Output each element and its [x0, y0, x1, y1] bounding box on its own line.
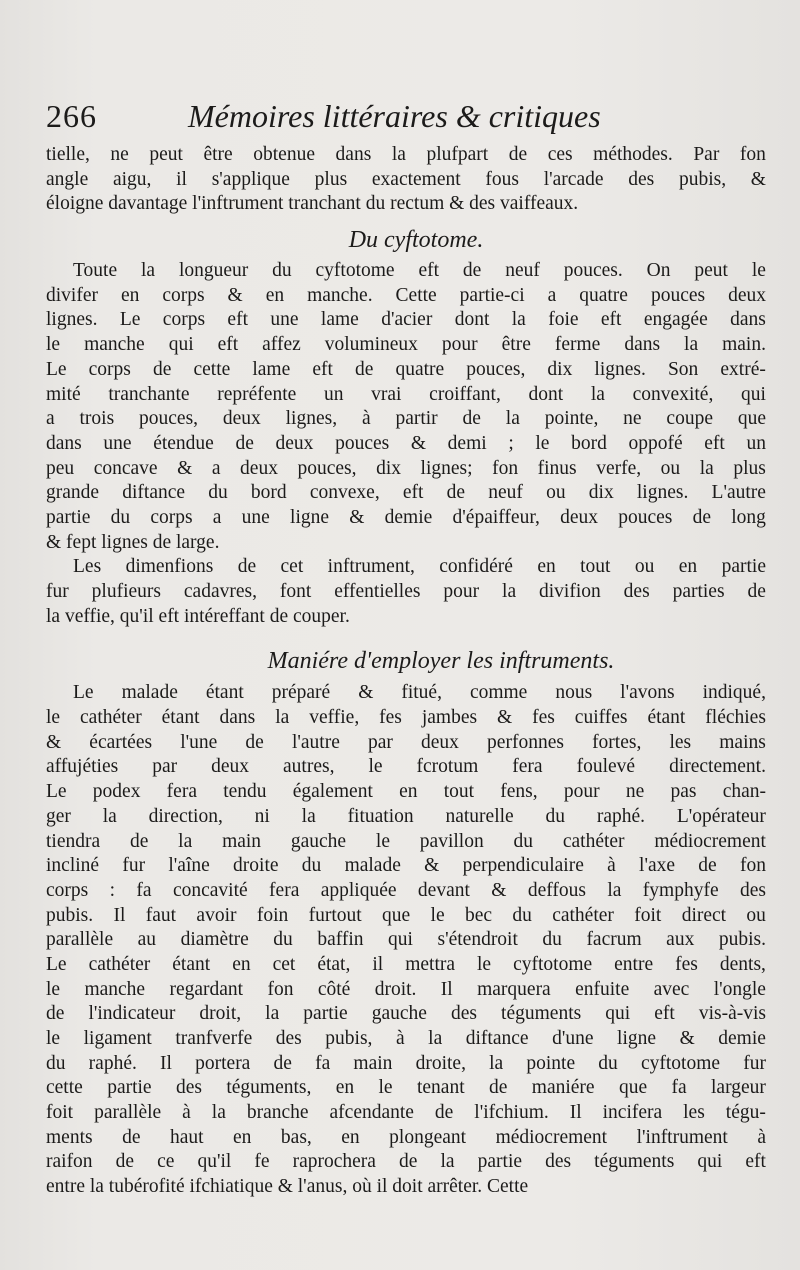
text-line: la veffie, qu'il eft intéreffant de couper. [46, 605, 350, 627]
text-line: cette partie des téguments, en le tenant de maniére que fa largeur [46, 1077, 766, 1099]
text-line: lignes. Le corps eft une lame d'acier dont la foie eft engagée dans [46, 309, 766, 331]
text-line: fur plufieurs cadavres, font effentielles pour la divifion des parties de [46, 581, 766, 602]
text-line: peu concave & a deux pouces, dix lignes; fon finus verfe, ou la plus [46, 457, 766, 479]
page-header [46, 98, 760, 144]
text-line: angle aigu, il s'applique plus exactement fous l'arcade des pubis, & [46, 168, 766, 190]
text-line: ger la direction, ni la fituation naturelle du raphé. L'opérateur [46, 805, 766, 827]
page-body [46, 143, 766, 1200]
text-line: tielle, ne peut être obtenue dans la plufpart de ces méthodes. Par fon [46, 144, 766, 165]
paragraph-intro [46, 143, 766, 217]
text-line: grande diftance du bord convexe, eft de neuf ou dix lignes. L'autre [46, 482, 766, 504]
running-title: Mémoires littéraires & critiques [188, 98, 601, 134]
text-line: Le malade étant préparé & fitué, comme nous l'avons indiqué, [73, 682, 766, 704]
text-line: le manche regardant fon côté droit. Il marquera enfuite avec l'ongle [46, 978, 766, 1000]
text-line: de l'indicateur droit, la partie gauche des téguments qui eft vis-à-vis [46, 1003, 766, 1025]
text-line: raifon de ce qu'il fe raprochera de la partie des téguments qui eft [46, 1151, 766, 1173]
text-line: du raphé. Il portera de fa main droite, la pointe du cyftotome fur [46, 1052, 766, 1074]
text-line: entre la tubérofité ifchiatique & l'anus, où il doit arrêter. Cette [46, 1176, 529, 1198]
text-line: Le cathéter étant en cet état, il mettra le cyftotome entre fes dents, [46, 953, 766, 975]
text-line: éloigne davantage l'inftrument tranchant du rectum & des vaiffeaux. [46, 193, 579, 215]
text-line: Le podex fera tendu également en tout fens, pour ne pas chan- [46, 781, 766, 803]
text-line: foit parallèle à la branche afcendante de l'ifchium. Il incifera les tégu- [46, 1102, 766, 1124]
text-line: & écartées l'une de l'autre par deux perfonnes fortes, les mains [46, 731, 766, 753]
section-heading-cystotome: Du cyftotome. [348, 227, 484, 254]
paragraph-manner [46, 681, 766, 1199]
text-line: Toute la longueur du cyftotome eft de neuf pouces. On peut le [73, 260, 766, 282]
text-line: Les dimenfions de cet inftrument, confidéré en tout ou en partie [73, 556, 766, 578]
paragraph-cystotome [46, 259, 766, 555]
text-line: le manche qui eft affez volumineux pour être ferme dans la main. [46, 334, 766, 356]
text-line: le ligament tranfverfe des pubis, à la diftance d'une ligne & demie [46, 1028, 766, 1049]
text-line: ments de haut en bas, en plongeant médiocrement l'inftrument à [46, 1126, 766, 1148]
text-line: a trois pouces, deux lignes, à partir de la pointe, ne coupe que [46, 408, 766, 430]
text-line: incliné fur l'aîne droite du malade & perpendiculaire à l'axe de fon [46, 855, 766, 877]
page-number: 266 [46, 98, 97, 134]
paragraph-dimensions [46, 555, 766, 629]
text-line: Le corps de cette lame eft de quatre pouces, dix lignes. Son extré- [46, 358, 766, 380]
text-line: divifer en corps & en manche. Cette partie-ci a quatre pouces deux [46, 284, 766, 306]
text-line: partie du corps a une ligne & demie d'épaiffeur, deux pouces de long [46, 506, 766, 528]
section-heading-manner: Maniére d'employer les inftruments. [267, 648, 615, 675]
text-line: & fept lignes de large. [46, 531, 220, 553]
text-line: parallèle au diamètre du baffin qui s'étendroit du facrum aux pubis. [46, 929, 766, 951]
text-line: affujéties par deux autres, le fcrotum fera foulevé directement. [46, 756, 766, 778]
text-line: dans une étendue de deux pouces & demi ; le bord oppofé eft un [46, 432, 766, 454]
text-line: tiendra de la main gauche le pavillon du cathéter médiocrement [46, 830, 766, 852]
text-line: mité tranchante repréfente un vrai croiffant, dont la convexité, qui [46, 383, 766, 405]
text-line: corps : fa concavité fera appliquée devant & deffous la fymphyfe des [46, 879, 766, 901]
text-line: pubis. Il faut avoir foin furtout que le bec du cathéter foit direct ou [46, 904, 766, 926]
text-line: le cathéter étant dans la veffie, fes jambes & fes cuiffes étant fléchies [46, 707, 766, 729]
